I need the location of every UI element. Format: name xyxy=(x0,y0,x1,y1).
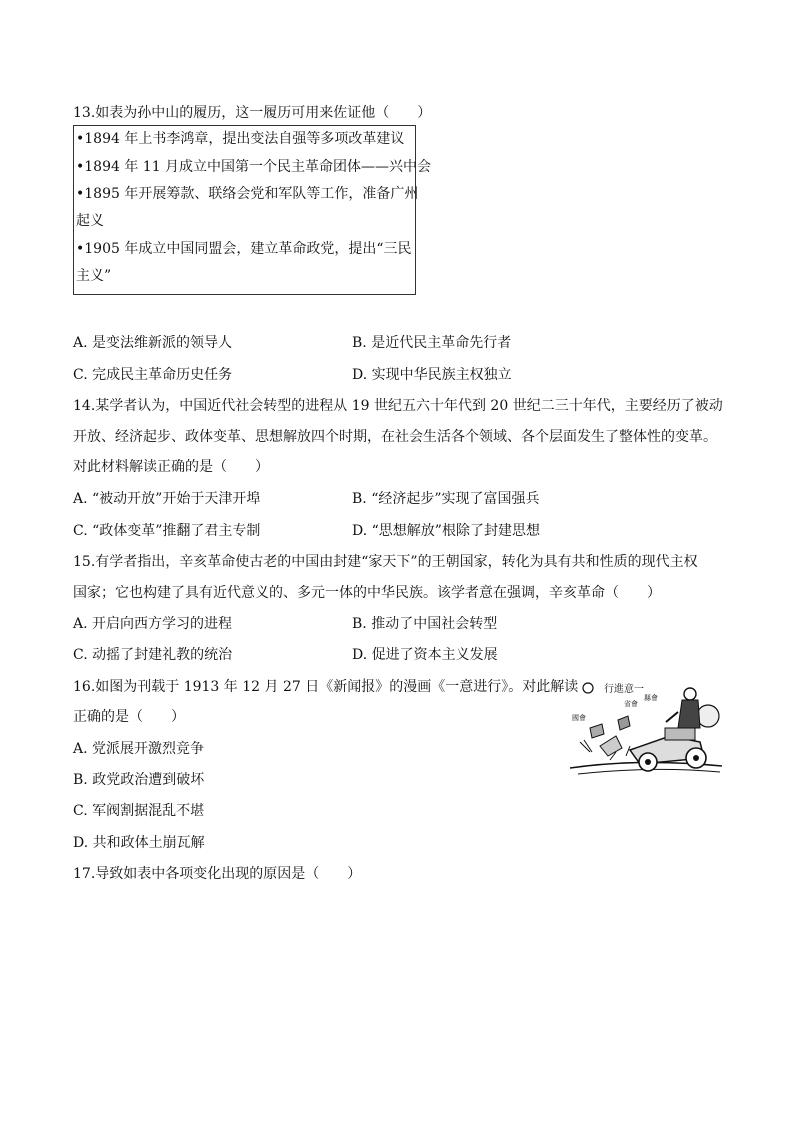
table-line: •1894 年上书李鸿章，提出变法自强等多项改革建议 xyxy=(76,131,405,147)
q14-option-c[interactable]: C. “政体变革”推翻了君主专制 xyxy=(73,523,261,539)
q13-stem: 13.如表为孙中山的履历，这一履历可用来佐证他（ ） xyxy=(73,105,432,121)
debris-icon xyxy=(590,724,604,738)
q15-option-d[interactable]: D. 促进了资本主义发展 xyxy=(352,647,498,663)
table-line: •1895 年开展筹款、联络会党和军队等工作，准备广州 xyxy=(76,186,419,202)
q16-stem-line: 16.如图为刊载于 1913 年 12 月 27 日《新闻报》的漫画《一意进行》。对此解读 xyxy=(73,679,579,695)
q16-option-d[interactable]: D. 共和政体土崩瓦解 xyxy=(73,835,205,851)
q15-option-a[interactable]: A. 开启向西方学习的进程 xyxy=(73,616,233,632)
q14-option-a[interactable]: A. “被动开放”开始于天津开埠 xyxy=(73,491,261,507)
table-line: 主义” xyxy=(76,268,112,284)
cartoon-title: 行進意一 xyxy=(604,684,644,695)
spare-wheel-icon xyxy=(697,705,719,727)
cartoon-illustration xyxy=(570,676,722,776)
driver-head-icon xyxy=(684,688,696,700)
q16-option-a[interactable]: A. 党派展开激烈竞争 xyxy=(73,741,205,757)
q17-stem: 17.导致如表中各项变化出现的原因是（ ） xyxy=(73,866,362,882)
debris-icon xyxy=(618,716,630,730)
q15-option-c[interactable]: C. 动摇了封建礼教的统治 xyxy=(73,647,233,663)
q15-stem-line: 国家；它也构建了具有近代意义的、多元一体的中华民族。该学者意在强调，辛亥革命（ ） xyxy=(73,585,661,601)
q13-option-b[interactable]: B. 是近代民主革命先行者 xyxy=(352,335,512,351)
q14-option-b[interactable]: B. “经济起步”实现了富国强兵 xyxy=(352,491,540,507)
cartoon-label: 國會 xyxy=(572,714,586,722)
debris-icon xyxy=(600,736,622,756)
q16-option-b[interactable]: B. 政党政治遭到破坏 xyxy=(73,772,205,788)
q13-option-c[interactable]: C. 完成民主革命历史任务 xyxy=(73,367,233,383)
q14-option-d[interactable]: D. “思想解放”根除了封建思想 xyxy=(352,523,540,539)
q13-option-a[interactable]: A. 是变法维新派的领导人 xyxy=(73,335,233,351)
q14-stem-line: 对此材料解读正确的是（ ） xyxy=(73,459,269,475)
q16-stem-line: 正确的是（ ） xyxy=(73,709,185,725)
table-line: •1905 年成立中国同盟会，建立革命政党，提出“三民 xyxy=(76,241,412,257)
q13-resume-table xyxy=(73,125,432,295)
car-seat-icon xyxy=(665,728,695,740)
wheel-hub-icon xyxy=(645,759,651,765)
wheel-hub-icon xyxy=(693,755,699,761)
cartoon-label: 省會 xyxy=(624,700,638,708)
q16-option-c[interactable]: C. 军阀割据混乱不堪 xyxy=(73,803,205,819)
cartoon-seal-icon xyxy=(583,683,593,693)
table-line: 起义 xyxy=(76,213,104,229)
q14-stem-line: 开放、经济起步、政体变革、思想解放四个时期，在社会生活各个领域、各个层面发生了整体性的变革。 xyxy=(73,429,717,445)
driver-arm-icon xyxy=(666,712,678,722)
cartoon-label: 縣會 xyxy=(644,694,658,702)
q15-option-b[interactable]: B. 推动了中国社会转型 xyxy=(352,616,498,632)
q14-stem-line: 14.某学者认为，中国近代社会转型的进程从 19 世纪五六十年代到 20 世纪二三十年代，主要经历了被动 xyxy=(73,398,723,414)
table-line: •1894 年 11 月成立中国第一个民主革命团体——兴中会 xyxy=(76,159,432,175)
q13-option-d[interactable]: D. 实现中华民族主权独立 xyxy=(352,367,512,383)
q15-stem-line: 15.有学者指出，辛亥革命使古老的中国由封建“家天下”的王朝国家，转化为具有共和性质的现代主权 xyxy=(73,554,698,570)
driver-body-icon xyxy=(678,700,700,728)
